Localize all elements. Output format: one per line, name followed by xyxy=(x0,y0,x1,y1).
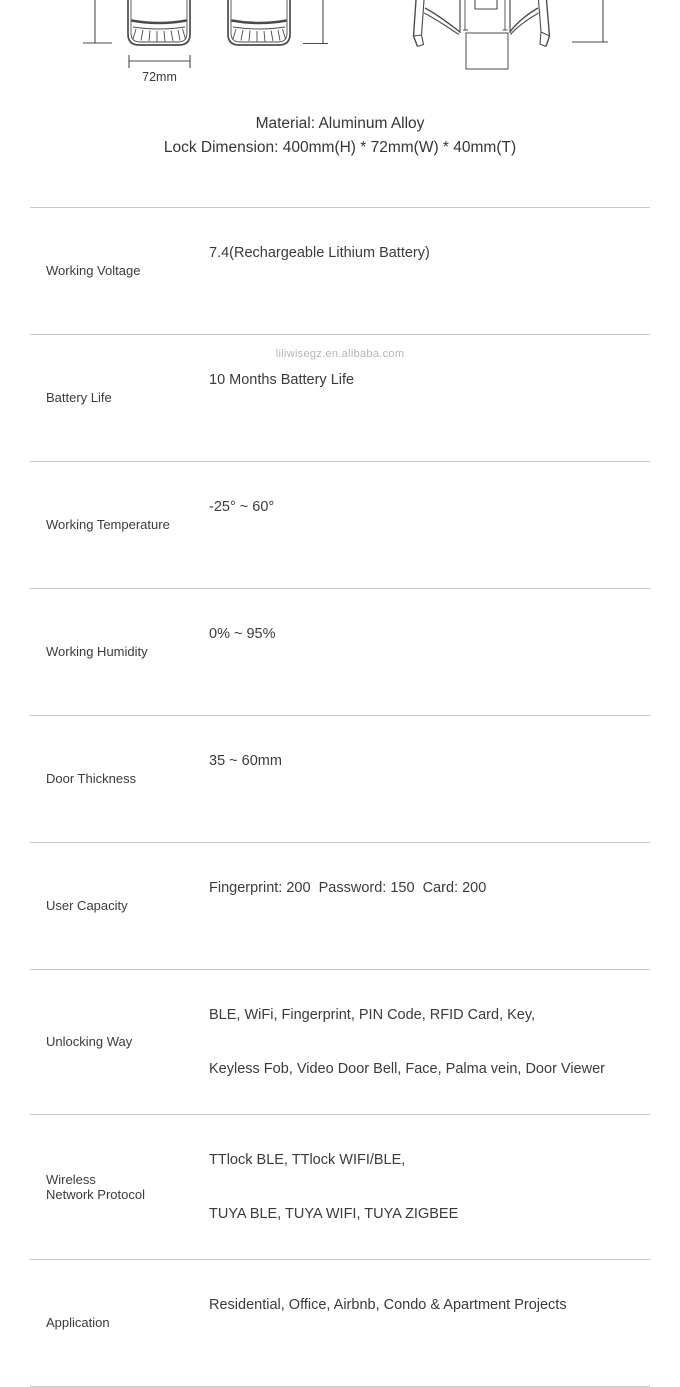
spec-row-wireless-network-protocol xyxy=(30,1115,650,1260)
spec-label xyxy=(30,1315,209,1331)
spec-label xyxy=(30,1034,209,1050)
spec-table xyxy=(30,207,650,1387)
spec-label xyxy=(30,771,209,787)
spec-label-line: Wireless xyxy=(46,1171,96,1187)
spec-value-line: 35 ~ 60mm xyxy=(209,753,282,769)
spec-label-line-2: Network Protocol xyxy=(46,1187,145,1202)
spec-label xyxy=(30,517,209,533)
spec-label-line: Working Humidity xyxy=(46,644,148,660)
spec-value-line: BLE, WiFi, Fingerprint, PIN Code, RFID Card, Key, xyxy=(209,1007,536,1023)
height-dimension-line-middle xyxy=(303,0,328,44)
spec-row-battery-life xyxy=(30,335,650,462)
lock-front-view-2 xyxy=(228,0,290,45)
spec-label-line: Working Temperature xyxy=(46,517,170,533)
spec-value xyxy=(209,970,650,1114)
spec-value-line-2: TUYA BLE, TUYA WIFI, TUYA ZIGBEE xyxy=(209,1206,459,1222)
spec-value-line: -25° ~ 60° xyxy=(209,499,275,515)
spec-value xyxy=(209,589,650,715)
spec-row-door-thickness xyxy=(30,716,650,843)
spec-row-working-temperature xyxy=(30,462,650,589)
spec-label xyxy=(30,644,209,660)
lock-mounted-view xyxy=(414,0,550,69)
spec-value-line: 7.4(Rechargeable Lithium Battery) xyxy=(209,245,430,261)
spec-label xyxy=(30,390,209,406)
spec-label-line: Door Thickness xyxy=(46,771,137,787)
height-dimension-line-left xyxy=(83,0,112,43)
spec-value-line: Fingerprint: 200 Password: 150 Card: 200 xyxy=(209,880,487,896)
spec-value-line: Residential, Office, Airbnb, Condo & Apartment Projects xyxy=(209,1297,567,1313)
spec-label xyxy=(30,263,209,279)
lock-front-view-1 xyxy=(128,0,190,45)
spec-label-line: Battery Life xyxy=(46,390,112,406)
spec-value xyxy=(209,716,650,842)
spec-value-line: 10 Months Battery Life xyxy=(209,372,355,388)
spec-value xyxy=(209,208,650,334)
spec-row-working-voltage xyxy=(30,208,650,335)
spec-value xyxy=(209,1115,650,1259)
height-dimension-line-right xyxy=(572,0,608,42)
spec-row-unlocking-way xyxy=(30,970,650,1115)
spec-label xyxy=(30,898,209,914)
spec-value-line: 0% ~ 95% xyxy=(209,626,276,642)
spec-label-line: Application xyxy=(46,1315,110,1331)
spec-row-application xyxy=(30,1260,650,1387)
width-dimension-label: 72mm xyxy=(142,70,177,84)
spec-value xyxy=(209,843,650,969)
spec-label-line: User Capacity xyxy=(46,898,128,914)
spec-label-line: Unlocking Way xyxy=(46,1034,133,1050)
spec-value xyxy=(209,462,650,588)
spec-row-working-humidity xyxy=(30,589,650,716)
spec-label xyxy=(30,1172,209,1203)
product-summary xyxy=(0,112,680,160)
spec-label-line: Working Voltage xyxy=(46,263,141,279)
material-text: Material: Aluminum Alloy xyxy=(255,115,425,132)
lock-dimension-text: Lock Dimension: 400mm(H) * 72mm(W) * 40mm(T) xyxy=(163,139,517,156)
lock-technical-drawings xyxy=(0,0,680,95)
width-dimension xyxy=(129,55,190,84)
spec-value xyxy=(209,1260,650,1386)
spec-value-line-2: Keyless Fob, Video Door Bell, Face, Palma vein, Door Viewer xyxy=(209,1061,605,1077)
spec-value xyxy=(209,335,650,461)
watermark-text: liliwisegz.en.alibaba.com xyxy=(275,348,405,360)
spec-value-line: TTlock BLE, TTlock WIFI/BLE, xyxy=(209,1152,406,1168)
spec-row-user-capacity xyxy=(30,843,650,970)
